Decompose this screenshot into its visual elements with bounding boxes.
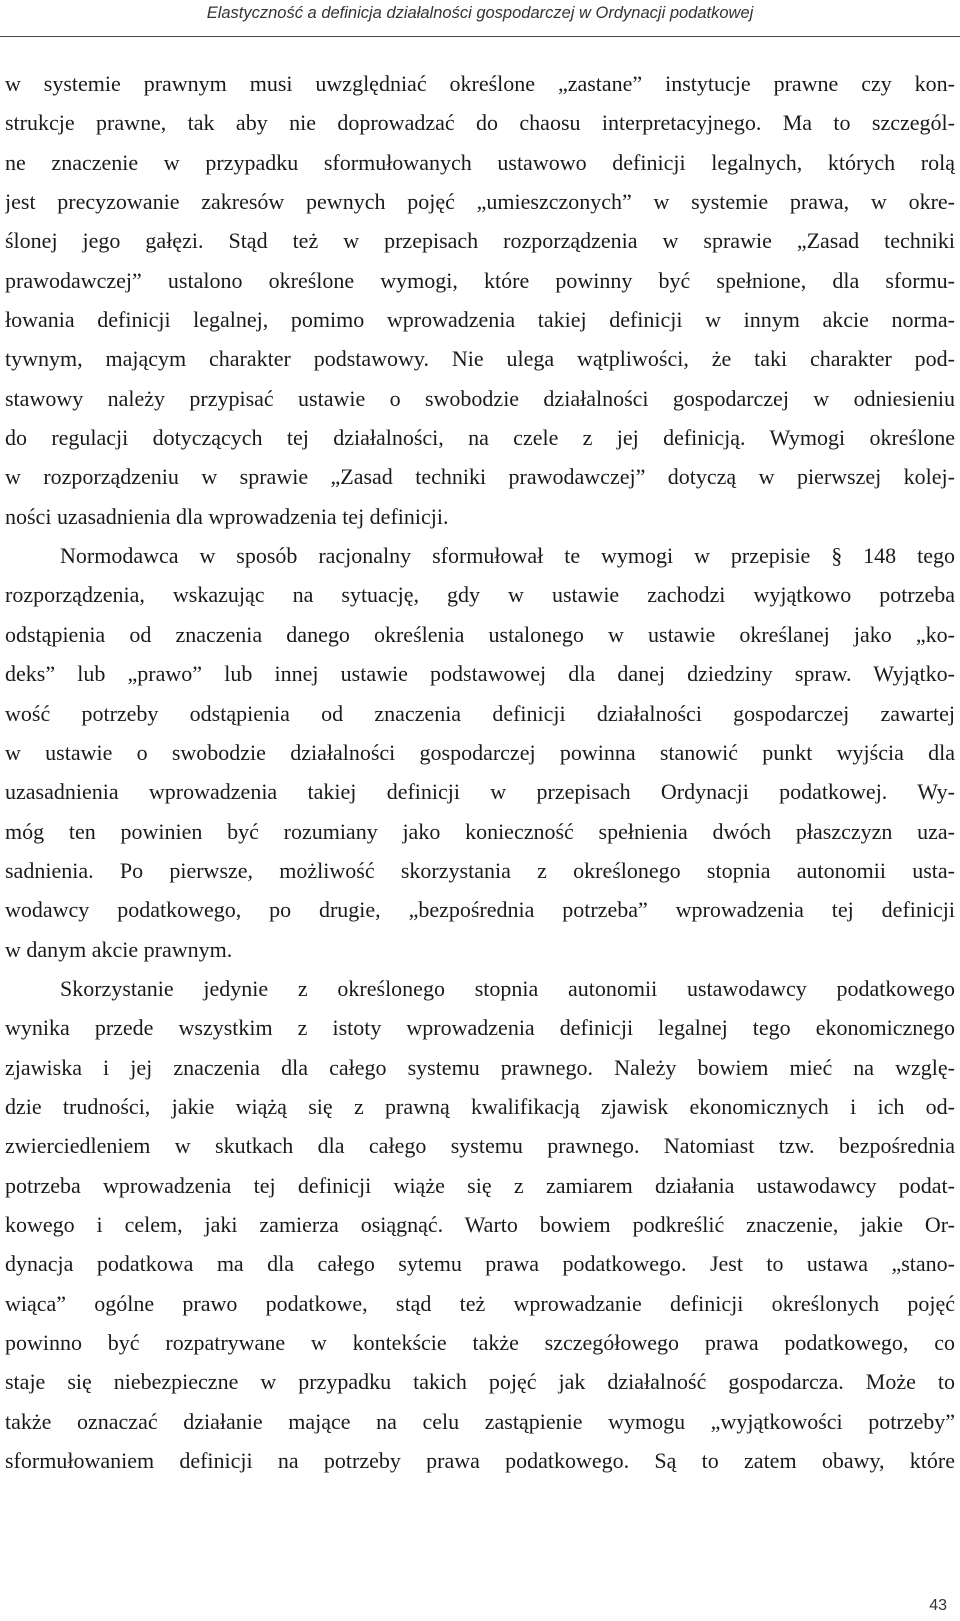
text-line: w ustawie o swobodzie działalności gospodarczej powinna stanowić punkt wyjścia dla — [5, 739, 955, 765]
paragraph-2 — [5, 536, 955, 969]
text-line: tywnym, mającym charakter podstawowy. Nie ulega wątpliwości, że taki charakter pod- — [5, 346, 955, 372]
text-line: łowania definicji legalnej, pomimo wprowadzenia takiej definicji w innym akcie norma- — [5, 307, 955, 333]
text-line: deks” lub „prawo” lub innej ustawie podstawowej dla danej dziedziny spraw. Wyjątko- — [5, 661, 955, 687]
text-line: jest precyzowanie zakresów pewnych pojęć „umieszczonych” w systemie prawa, w okre- — [5, 189, 955, 215]
text-line: zjawiska i jej znaczenia dla całego systemu prawnego. Należy bowiem mieć na wzglę- — [5, 1054, 955, 1080]
text-line: wość potrzeby odstąpienia od znaczenia definicji działalności gospodarczej zawartej — [5, 700, 955, 726]
text-line: ne znaczenie w przypadku sformułowanych ustawowo definicji legalnych, których rolą — [5, 149, 955, 175]
text-line: także oznaczać działanie mające na celu zastąpienie wymogu „wyjątkowości potrzeby” — [5, 1408, 955, 1434]
text-line: ślonej jego gałęzi. Stąd też w przepisach rozporządzenia w sprawie „Zasad techniki — [5, 228, 955, 254]
text-line: rozporządzenia, wskazując na sytuację, gdy w ustawie zachodzi wyjątkowo potrzeba — [5, 582, 955, 608]
running-title: Elastyczność a definicja działalności gospodarczej w Ordynacji podatkowej — [206, 4, 754, 22]
text-line: staje się niebezpieczne w przypadku takich pojęć jak działalność gospodarcza. Może to — [5, 1369, 955, 1395]
text-line: Skorzystanie jedynie z określonego stopnia autonomii ustawodawcy podatkowego — [60, 975, 955, 1001]
text-line: Normodawca w sposób racjonalny sformułował te wymogi w przepisie § 148 tego — [60, 543, 955, 569]
paragraph-1 — [5, 64, 955, 536]
text-line: ności uzasadnienia dla wprowadzenia tej definicji. — [5, 503, 449, 529]
paragraph-3 — [5, 969, 955, 1480]
text-line: wiąca” ogólne prawo podatkowe, stąd też wprowadzanie definicji określonych pojęć — [5, 1290, 955, 1316]
text-line: do regulacji dotyczących tej działalności, na czele z jej definicją. Wymogi określone — [5, 425, 955, 451]
text-line: uzasadnienia wprowadzenia takiej definicji w przepisach Ordynacji podatkowej. Wy- — [5, 779, 955, 805]
text-line: powinno być rozpatrywane w kontekście także szczegółowego prawa podatkowego, co — [5, 1330, 955, 1355]
text-line: wodawcy podatkowego, po drugie, „bezpośrednia potrzeba” wprowadzenia tej definicji — [5, 897, 955, 923]
page-body — [5, 64, 955, 1480]
text-line: stawowy należy przypisać ustawie o swobodzie działalności gospodarczej w odniesieniu — [5, 385, 955, 411]
text-line: w danym akcie prawnym. — [5, 936, 233, 962]
running-header — [0, 0, 960, 37]
text-line: w systemie prawnym musi uwzględniać określone „zastane” instytucje prawne czy kon- — [5, 71, 955, 96]
text-line: dzie trudności, jakie wiążą się z prawną kwalifikacją zjawisk ekonomicznych i ich od- — [5, 1093, 955, 1119]
text-line: zwierciedleniem w skutkach dla całego systemu prawnego. Natomiast tzw. bezpośrednia — [5, 1133, 955, 1159]
page-number: 43 — [929, 1597, 947, 1614]
text-line: strukcje prawne, tak aby nie doprowadzać do chaosu interpretacyjnego. Ma to szczegól- — [5, 110, 955, 136]
text-line: kowego i celem, jaki zamierza osiągnąć. Warto bowiem podkreślić znaczenie, jakie Or- — [5, 1211, 955, 1237]
text-line: móg ten powinien być rozumiany jako konieczność spełnienia dwóch płaszczyzn uza- — [5, 818, 955, 844]
text-line: wynika przede wszystkim z istoty wprowadzenia definicji legalnej tego ekonomicznego — [5, 1015, 955, 1041]
text-line: potrzeba wprowadzenia tej definicji wiąże się z zamiarem działania ustawodawcy podat- — [5, 1172, 955, 1198]
text-line: prawodawczej” ustalono określone wymogi, które powinny być spełnione, dla sformu- — [5, 267, 955, 293]
text-line: w rozporządzeniu w sprawie „Zasad techniki prawodawczej” dotyczą w pierwszej kolej- — [5, 464, 955, 490]
text-line: odstąpienia od znaczenia danego określenia ustalonego w ustawie określanej jako „ko- — [5, 621, 955, 647]
text-line: dynacja podatkowa ma dla całego sytemu prawa podatkowego. Jest to ustawa „stano- — [5, 1251, 955, 1277]
text-line: sformułowaniem definicji na potrzeby prawa podatkowego. Są to zatem obawy, które — [5, 1448, 955, 1474]
text-line: sadnienia. Po pierwsze, możliwość skorzystania z określonego stopnia autonomii usta- — [5, 857, 955, 883]
